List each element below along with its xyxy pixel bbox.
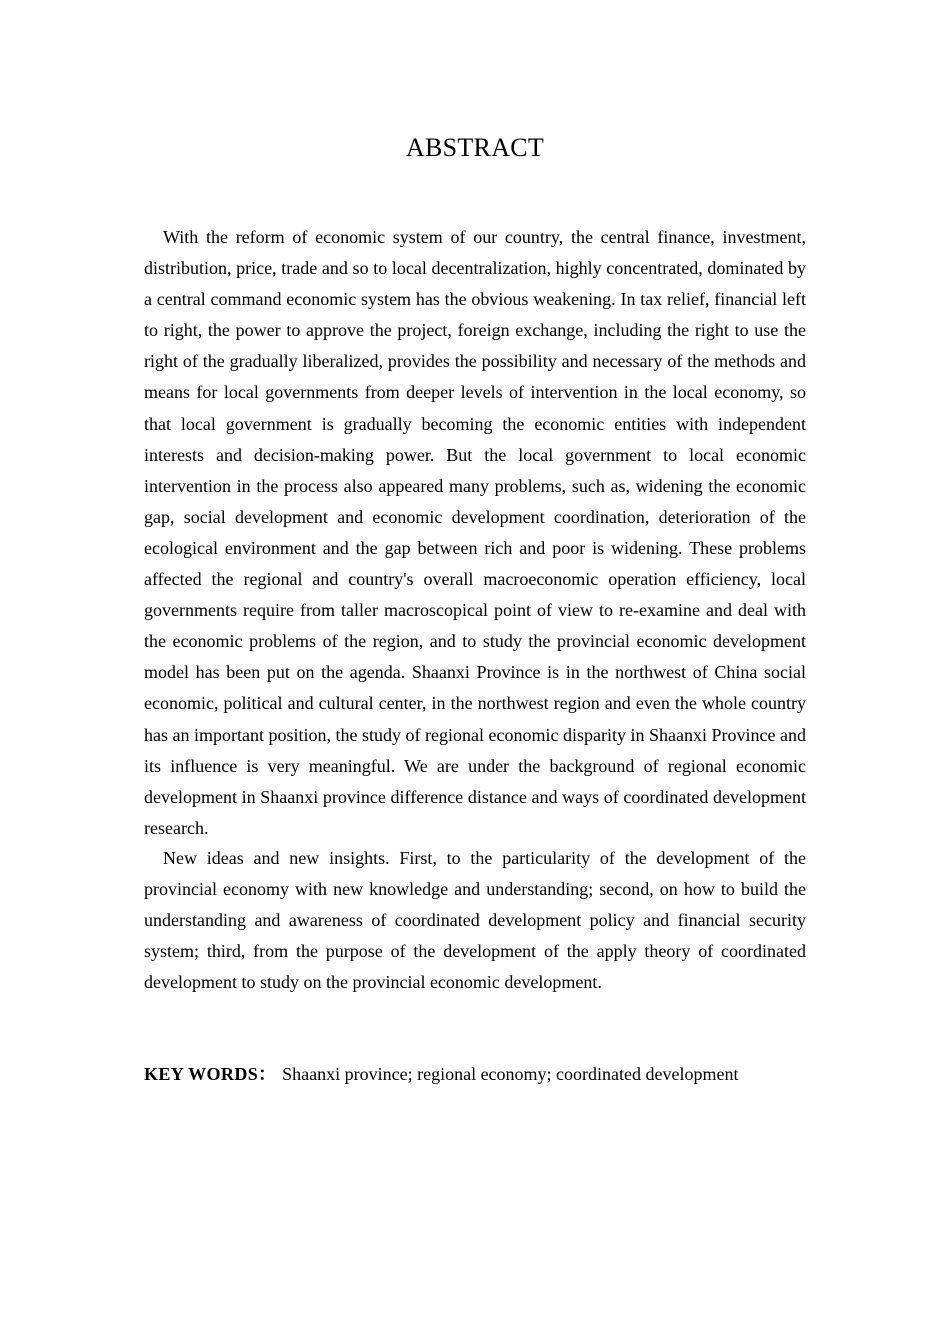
- keywords-text: Shaanxi province; regional economy; coordinated development: [282, 1064, 739, 1084]
- keywords-line: [144, 1059, 864, 1090]
- abstract-body: [144, 222, 806, 998]
- abstract-paragraph-1: With the reform of economic system of our country, the central finance, investment, distribution, price, trade and so to local decentralization, highly concentrated, dominated by a central command economic system has the obvious weakening. In tax relief, financial left to right, the power to approve the project, foreign exchange, including the right to use the right of the gradually liberalized, provides the possibility and necessary of the methods and means for local governments from deeper levels of intervention in the local economy, so that local government is gradually becoming the economic entities with independent interests and decision-making power. But the local government to local economic intervention in the process also appeared many problems, such as, widening the economic gap, social development and economic development coordination, deterioration of the ecological environment and the gap between rich and poor is widening. These problems affected the regional and country's overall macroeconomic operation efficiency, local governments require from taller macroscopical point of view to re-examine and deal with the economic problems of the region, and to study the provincial economic development model has been put on the agenda. Shaanxi Province is in the northwest of China social economic, political and cultural center, in the northwest region and even the whole country has an important position, the study of regional economic disparity in Shaanxi Province and its influence is very meaningful. We are under the background of regional economic development in Shaanxi province difference distance and ways of coordinated development research.: [144, 227, 806, 838]
- keywords-separator: ：: [258, 1064, 277, 1084]
- abstract-paragraph-2: New ideas and new insights. First, to the particularity of the development of the provincial economy with new knowledge and understanding; second, on how to build the understanding and awareness of coordinated development policy and financial security system; third, from the purpose of the development of the apply theory of coordinated development to study on the provincial economic development.: [144, 847, 806, 993]
- abstract-title: ABSTRACT: [405, 133, 545, 162]
- keywords-label: KEY WORDS: [144, 1064, 259, 1084]
